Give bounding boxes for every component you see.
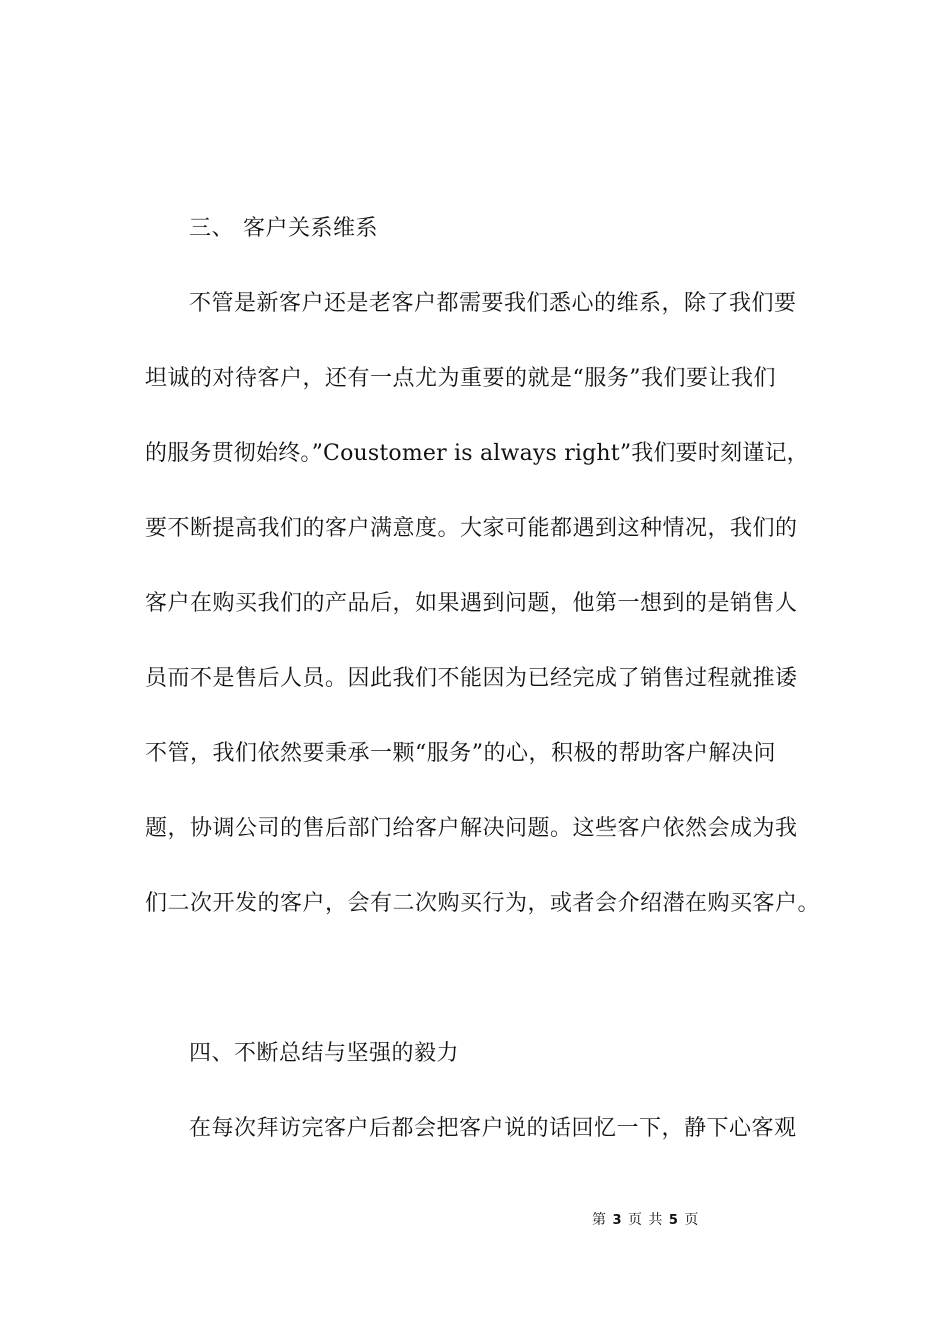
footer-prefix: 第 (592, 1212, 607, 1228)
footer-total-pages: 5 (668, 1213, 679, 1228)
footer-middle: 页 共 (627, 1212, 664, 1228)
section-4-heading: 四、不断总结与坚强的毅力 (189, 1041, 460, 1066)
section-3-paragraph-line: 不管是新客户还是老客户都需要我们悉心的维系，除了我们要 (189, 291, 797, 316)
footer-current-page: 3 (612, 1213, 623, 1228)
section-3-paragraph-line: 不管，我们依然要秉承一颗“服务”的心，积极的帮助客户解决问 (145, 741, 776, 766)
footer-suffix: 页 (684, 1212, 700, 1228)
section-3-title: 客户关系维系 (243, 216, 379, 241)
section-3-paragraph-line: 客户在购买我们的产品后，如果遇到问题，他第一想到的是销售人 (145, 591, 798, 616)
section-3-number: 三、 (189, 216, 235, 241)
section-4-paragraph-line: 在每次拜访完客户后都会把客户说的话回忆一下，静下心客观 (189, 1116, 797, 1141)
section-3-heading (189, 216, 378, 242)
section-3-paragraph-line: 员而不是售后人员。因此我们不能因为已经完成了销售过程就推诿 (145, 666, 798, 691)
section-3-paragraph-line: 的服务贯彻始终。”Coustomer is always right”我们要时刻谨记， (145, 441, 809, 466)
section-3-paragraph-line: 题，协调公司的售后部门给客户解决问题。这些客户依然会成为我 (145, 816, 798, 841)
section-3-paragraph-line: 们二次开发的客户，会有二次购买行为，或者会介绍潜在购买客户。 (145, 891, 821, 916)
section-3-paragraph-line: 坦诚的对待客户，还有一点尤为重要的就是“服务”我们要让我们 (145, 366, 776, 391)
page-number-footer (592, 1211, 699, 1230)
section-3-paragraph-line: 要不断提高我们的客户满意度。大家可能都遇到这种情况，我们的 (145, 516, 798, 541)
